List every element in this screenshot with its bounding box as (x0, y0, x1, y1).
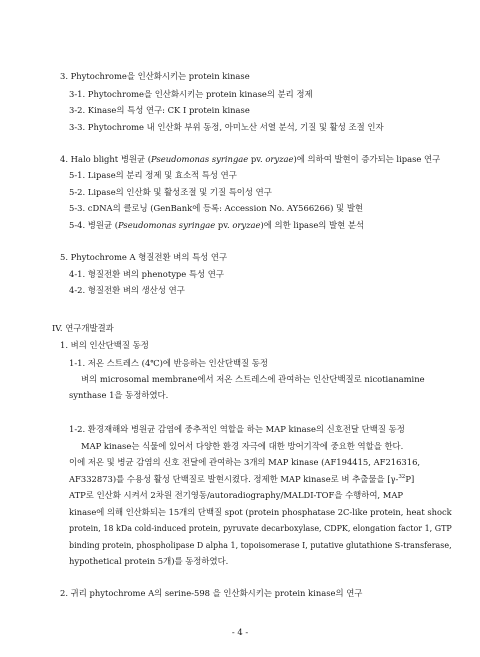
subsection-1-1-line-1: 벼의 microsomal membrane에서 저온 스트레스에 관여하는 인산단백질로 nicotianamine (81, 374, 425, 384)
section-4-heading: 4. Halo blight 병원균 (Pseudomonas syringae pv. oryzae)에 의하여 발현이 증가되는 lipase 연구 (60, 154, 441, 164)
subsection-1-2-line-3: AF332873)를 수용성 활성 단백질로 발현시켰다. 정제한 MAP kinase로 벼 추출물을 [γ-$^{32}$P] (69, 474, 415, 484)
page-number: - 4 - (231, 627, 249, 637)
section-3-item-3: 3-3. Phytochrome 내 인산화 부위 동정, 아미노산 서열 분석, 기질 및 활성 조절 인자 (69, 122, 384, 132)
section-3-item-1: 3-1. Phytochrome을 인산화시키는 protein kinase의 분리 정제 (69, 89, 313, 99)
subsection-1-2-heading: 1-2. 환경재해와 병원균 감염에 중추적인 역할을 하는 MAP kinase의 신호전달 단백질 동정 (69, 424, 405, 434)
subsection-1-1-line-2: synthase 1을 동정하였다. (69, 390, 169, 400)
section-4-item-1: 5-1. Lipase의 분리 정제 및 효소적 특성 연구 (69, 170, 237, 180)
section-5-heading: 5. Phytochrome A 형질전환 벼의 특성 연구 (60, 252, 228, 262)
section-4-item-2: 5-2. Lipase의 인산화 및 활성조절 및 기질 특이성 연구 (69, 187, 272, 197)
subsection-1-2-line-4: ATP로 인산화 시켜서 2차원 전기영동/autoradiography/MALDI-TOF을 수행하여, MAP (69, 490, 404, 500)
subsection-1-heading: 1. 벼의 인산단백질 동정 (60, 340, 149, 350)
section-5-item-1: 4-1. 형질전환 벼의 phenotype 특성 연구 (69, 269, 224, 279)
subsection-1-2-line-1: MAP kinase는 식물에 있어서 다양한 환경 자극에 대한 방어기작에 중요한 역할을 한다. (81, 441, 404, 451)
section-3-item-2: 3-2. Kinase의 특성 연구: CK I protein kinase (69, 105, 250, 115)
section-4-item-4: 5-4. 병원균 (Pseudomonas syringae pv. oryzae)에 의한 lipase의 발현 분석 (69, 220, 365, 230)
subsection-1-2-line-8: hypothetical protein 5개)를 동정하였다. (69, 556, 229, 566)
subsection-2-heading: 2. 귀리 phytochrome A의 serine-598 을 인산화시키는 protein kinase의 연구 (60, 588, 363, 598)
subsection-1-1-heading: 1-1. 저온 스트레스 (4℃)에 반응하는 인산단백질 동정 (69, 358, 268, 368)
subsection-1-2-line-6: protein, 18 kDa cold-induced protein, pyruvate decarboxylase, CDPK, elongation factor 1, GTP (69, 523, 452, 533)
section-5-item-2: 4-2. 형질전환 벼의 생산성 연구 (69, 285, 185, 295)
subsection-1-2-line-7: binding protein, phospholipase D alpha 1, topoisomerase I, putative glutathione S-transferase, (69, 540, 452, 550)
chapter-heading: IV. 연구개발결과 (52, 323, 114, 333)
subsection-1-2-line-2: 이에 저온 및 병균 감염의 신호 전달에 관여하는 3개의 MAP kinase (AF194415, AF216316, (69, 457, 421, 467)
section-4-item-3: 5-3. cDNA의 클로닝 (GenBank에 등록: Accession No. AY566266) 및 발현 (69, 203, 363, 213)
subsection-1-2-line-5: kinase에 의해 인산화되는 15개의 단백질 spot (protein phosphatase 2C-like protein, heat shock (69, 507, 452, 517)
section-3-heading: 3. Phytochrome을 인산화시키는 protein kinase (60, 71, 250, 81)
